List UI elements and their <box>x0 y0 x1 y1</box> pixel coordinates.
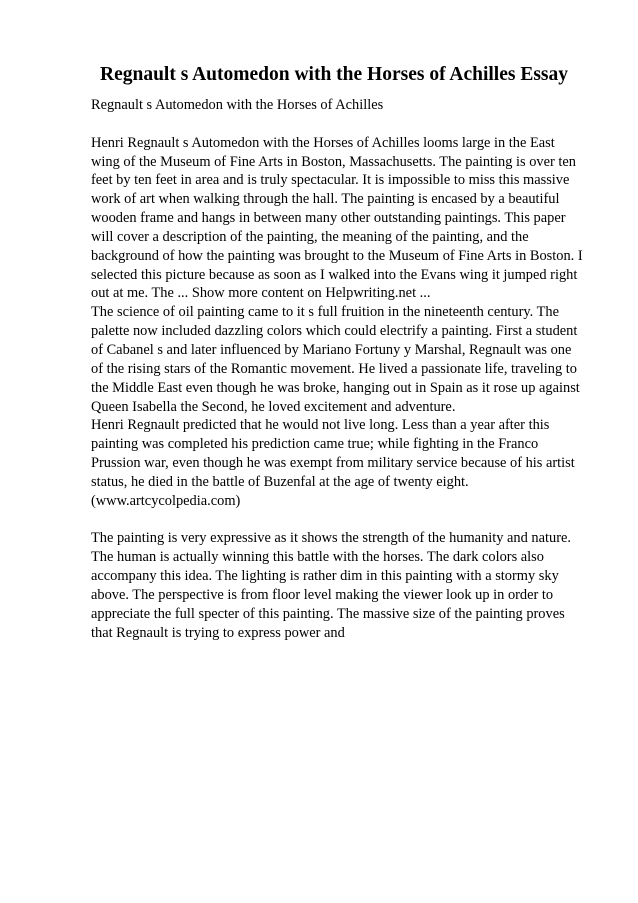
paragraph-1 <box>91 134 611 304</box>
text-line: that Regnault is trying to express power and <box>91 624 345 641</box>
text-line: the Middle East even though he was broke, hanging out in Spain as it rose up against <box>91 379 580 396</box>
text-line: Henri Regnault s Automedon with the Horses of Achilles looms large in the East <box>91 134 555 151</box>
text-line: Prussion war, even though he was exempt from military service because of his artist <box>91 455 575 472</box>
text-line: status, he died in the battle of Buzenfal at the age of twenty eight. <box>91 473 469 490</box>
text-line: out at me. The ... Show more content on Helpwriting.net ... <box>91 285 431 302</box>
text-line: accompany this idea. The lighting is rather dim in this painting with a stormy sky <box>91 568 559 585</box>
text-line: painting was completed his prediction came true; while fighting in the Franco <box>91 436 539 453</box>
text-line: palette now included dazzling colors which could electrify a painting. First a student <box>91 323 578 340</box>
essay-subtitle: Regnault s Automedon with the Horses of Achilles <box>91 97 384 113</box>
text-line: The human is actually winning this battle with the horses. The dark colors also <box>91 549 544 566</box>
paragraph-3 <box>91 416 611 510</box>
text-line: feet by ten feet in area and is truly spectacular. It is impossible to miss this massive <box>91 172 570 189</box>
paragraph-4 <box>91 529 611 642</box>
text-line: The science of oil painting came to it s full fruition in the nineteenth century. The <box>91 304 559 321</box>
text-line: work of art when walking through the hall. The painting is encased by a beautiful <box>91 191 560 208</box>
text-line: of Cabanel s and later influenced by Mariano Fortuny y Marshal, Regnault was one <box>91 341 572 358</box>
text-line: of the rising stars of the Romantic movement. He lived a passionate life, traveling to <box>91 360 577 377</box>
text-line: selected this picture because as soon as I walked into the Evans wing it jumped right <box>91 266 578 283</box>
text-line: The painting is very expressive as it shows the strength of the humanity and nature. <box>91 530 571 547</box>
paragraph-2 <box>91 303 611 416</box>
text-line: appreciate the full specter of this painting. The massive size of the painting proves <box>91 605 565 622</box>
essay-body <box>91 96 611 642</box>
text-line: above. The perspective is from floor level making the viewer look up in order to <box>91 586 554 603</box>
paragraph-gap <box>91 115 611 134</box>
text-line: Henri Regnault predicted that he would not live long. Less than a year after this <box>91 417 550 434</box>
text-line: wing of the Museum of Fine Arts in Boston, Massachusetts. The painting is over ten <box>91 153 576 170</box>
text-line: wooden frame and hangs in between many other outstanding paintings. This paper <box>91 210 566 227</box>
text-line: background of how the painting was brought to the Museum of Fine Arts in Boston. I <box>91 247 583 264</box>
citation-link: (www.artcycolpedia.com) <box>91 492 241 509</box>
text-line: will cover a description of the painting, the meaning of the painting, and the <box>91 228 529 245</box>
paragraph-gap <box>91 511 611 530</box>
essay-title: Regnault s Automedon with the Horses of Achilles Essay <box>99 64 569 85</box>
text-line: Queen Isabella the Second, he loved excitement and adventure. <box>91 398 456 415</box>
